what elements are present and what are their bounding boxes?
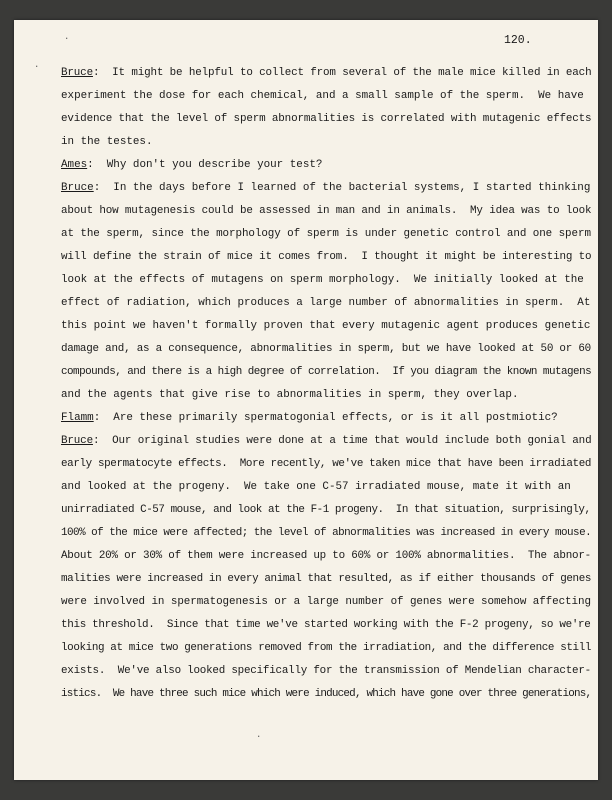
transcript-line	[61, 407, 591, 430]
line-text: in the testes.	[61, 136, 153, 148]
line-text: at the sperm, since the morphology of sperm is under genetic control and one sperm	[61, 228, 591, 240]
line-text: look at the effects of mutagens on sperm morphology. We initially looked at the	[61, 274, 584, 286]
transcript-line	[61, 177, 591, 200]
line-text: exists. We've also looked specifically for the transmission of Mendelian character-	[61, 665, 591, 677]
transcript-line	[61, 568, 591, 591]
speaker-name: Bruce	[61, 182, 94, 194]
speaker-name: Flamm	[61, 412, 94, 424]
line-text: this point we haven't formally proven that every mutagenic agent produces genetic	[61, 320, 591, 332]
transcript-line	[61, 62, 591, 85]
transcript-line	[61, 131, 591, 154]
line-text: : Why don't you describe your test?	[87, 159, 323, 171]
line-text: and the agents that give rise to abnormalities in sperm, they overlap.	[61, 389, 519, 401]
transcript-line	[61, 476, 591, 499]
transcript-line	[61, 545, 591, 568]
transcript-line	[61, 292, 591, 315]
line-text: : Are these primarily spermatogonial effects, or is it all postmiotic?	[93, 412, 558, 424]
line-text: unirradiated C-57 mouse, and look at the F-1 progeny. In that situation, surprisingly,	[61, 504, 591, 516]
line-text: effect of radiation, which produces a large number of abnormalities in sperm. At	[61, 297, 591, 309]
line-text: : It might be helpful to collect from several of the male mice killed in each	[92, 67, 592, 79]
stray-mark: ·	[64, 34, 70, 44]
speaker-name: Bruce	[61, 67, 93, 79]
line-text: experiment the dose for each chemical, and a small sample of the sperm. We have	[61, 90, 584, 102]
line-text: looking at mice two generations removed from the irradiation, and the difference still	[61, 642, 592, 654]
transcript-line	[61, 660, 591, 683]
line-text: this threshold. Since that time we've started working with the F-2 progeny, so we're	[61, 619, 591, 631]
speaker-name: Bruce	[61, 435, 93, 447]
page-number: 120.	[504, 34, 532, 47]
transcript-line	[61, 200, 591, 223]
line-text: damage and, as a consequence, abnormalities in sperm, but we have looked at 50 or 60	[61, 343, 591, 355]
transcript-line	[61, 361, 591, 384]
line-text: evidence that the level of sperm abnormalities is correlated with mutagenic effects	[61, 113, 592, 125]
line-text: : In the days before I learned of the bacterial systems, I started thinking	[93, 182, 591, 194]
transcript-line	[61, 269, 591, 292]
line-text: 100% of the mice were affected; the level of abnormalities was increased in every mouse.	[61, 527, 592, 539]
line-text: early spermatocyte effects. More recently, we've taken mice that have been irradiated	[61, 458, 592, 470]
transcript-line	[61, 499, 591, 522]
transcript-line	[61, 637, 591, 660]
line-text: about how mutagenesis could be assessed in man and in animals. My idea was to look	[61, 205, 592, 217]
transcript-line	[61, 338, 591, 361]
transcript-body	[61, 62, 591, 706]
line-text: were involved in spermatogenesis or a large number of genes were somehow affecting	[61, 596, 591, 608]
transcript-line	[61, 384, 591, 407]
transcript-line	[61, 108, 591, 131]
transcript-line	[61, 522, 591, 545]
stray-mark: ·	[34, 62, 40, 72]
line-text: About 20% or 30% of them were increased up to 60% or 100% abnormalities. The abnor-	[61, 550, 591, 562]
speaker-name: Ames	[61, 159, 88, 171]
line-text: and looked at the progeny. We take one C-57 irradiated mouse, mate it with an	[61, 481, 571, 493]
line-text: will define the strain of mice it comes from. I thought it might be interesting to	[61, 251, 592, 263]
transcript-line	[61, 430, 591, 453]
transcript-line	[61, 85, 591, 108]
transcript-line	[61, 154, 591, 177]
document-page	[14, 20, 598, 780]
line-text: : Our original studies were done at a time that would include both gonial and	[92, 435, 592, 447]
transcript-line	[61, 223, 591, 246]
transcript-line	[61, 591, 591, 614]
transcript-line	[61, 315, 591, 338]
line-text: malities were increased in every animal that resulted, as if either thousands of genes	[61, 573, 592, 585]
transcript-line	[61, 246, 591, 269]
line-text: istics. We have three such mice which were induced, which have gone over three generations,	[61, 688, 592, 700]
transcript-line	[61, 614, 591, 637]
stray-mark: ·	[256, 732, 262, 742]
transcript-line	[61, 453, 591, 476]
transcript-line	[61, 683, 591, 706]
line-text: compounds, and there is a high degree of correlation. If you diagram the known mutagens	[61, 366, 592, 378]
